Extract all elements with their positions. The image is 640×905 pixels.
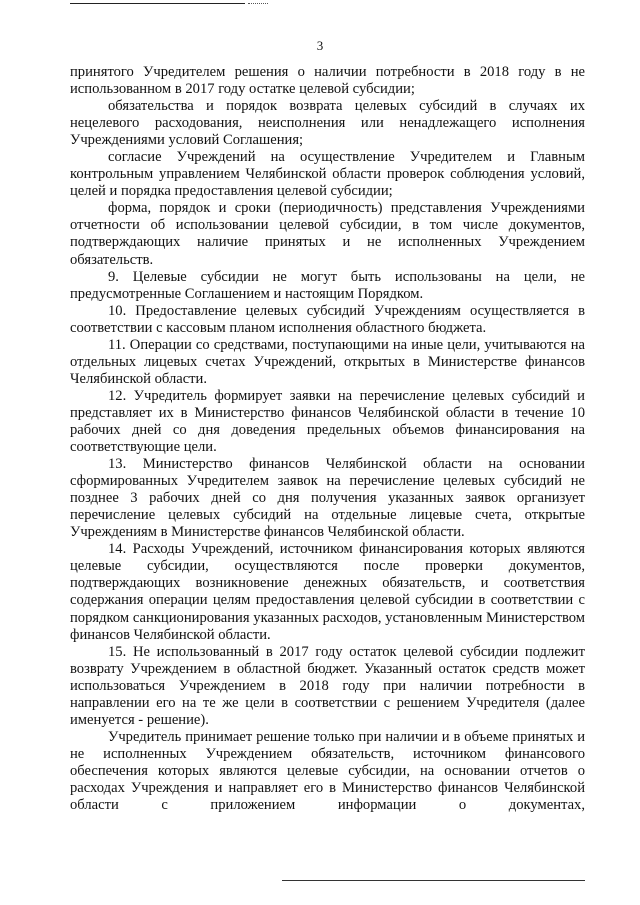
- paragraph-15: 15. Не использованный в 2017 году остаток целевой субсидии подлежит возврату Учреждением в областной бюджет. Указанный остаток средств может использоваться Учреждением в 2018 году при наличии потребности в направлении его на те же цели в соответствии с решением Учредителя (далее именуется - решение).: [70, 643, 585, 728]
- paragraph-13: 13. Министерство финансов Челябинской области на основании сформированных Учредителем заявок на перечисление целевых субсидий не позднее 3 рабочих дней со дня получения указанных заявок организует перечисление целевых субсидий на отдельные лицевые счета, открытые Учреждениям в Министерстве финансов Челябинской области.: [70, 456, 585, 541]
- paragraph-consent: согласие Учреждений на осуществление Учредителем и Главным контрольным управлением Челябинской области проверок соблюдения условий, целей и порядка предоставления целевой субсидии;: [70, 149, 585, 200]
- document-body: [70, 64, 585, 814]
- paragraph-14: 14. Расходы Учреждений, источником финансирования которых являются целевые субсидии, осуществляются после проверки документов, подтверждающих возникновение денежных обязательств, и соответствия содержания операции целям предоставления целевой субсидии в соответствии с порядком санкционирования указанных расходов, установленным Министерством финансов Челябинской области.: [70, 541, 585, 643]
- paragraph-obligations: обязательства и порядок возврата целевых субсидий в случаях их нецелевого расходования, неисполнения или ненадлежащего исполнения Учреждениями условий Соглашения;: [70, 98, 585, 149]
- page-number: 3: [316, 38, 324, 53]
- paragraph-9: 9. Целевые субсидии не могут быть использованы на цели, не предусмотренные Соглашением и настоящим Порядком.: [70, 268, 585, 302]
- bottom-rule: [282, 880, 585, 881]
- paragraph-continuation: принятого Учредителем решения о наличии потребности в 2018 году в не использованном в 2017 году остатке целевой субсидии;: [70, 64, 585, 98]
- paragraph-12: 12. Учредитель формирует заявки на перечисление целевых субсидий и представляет их в Министерство финансов Челябинской области в течение 10 рабочих дней со дня доведения предельных объемов финансирования на соответствующие цели.: [70, 387, 585, 456]
- paragraph-reporting: форма, порядок и сроки (периодичность) представления Учреждениями отчетности об использовании целевой субсидии, в том числе документов, подтверждающих наличие принятых и не исполненных Учреждением обязательств.: [70, 200, 585, 268]
- paragraph-11: 11. Операции со средствами, поступающими на иные цели, учитываются на отдельных лицевых счетах Учреждений, открытых в Министерстве финансов Челябинской области.: [70, 336, 585, 387]
- top-header-dots: [248, 3, 268, 4]
- paragraph-10: 10. Предоставление целевых субсидий Учреждениям осуществляется в соответствии с кассовым планом исполнения областного бюджета.: [70, 302, 585, 336]
- paragraph-founder-decision: Учредитель принимает решение только при наличии и в объеме принятых и не исполненных Учреждением обязательств, источником финансового обеспечения которых являются целевые субсидии, на основании отчетов о расходах Учреждения и направляет его в Министерство финансов Челябинской области с приложением информации о документах,: [70, 728, 585, 814]
- top-header-rule: [70, 3, 245, 4]
